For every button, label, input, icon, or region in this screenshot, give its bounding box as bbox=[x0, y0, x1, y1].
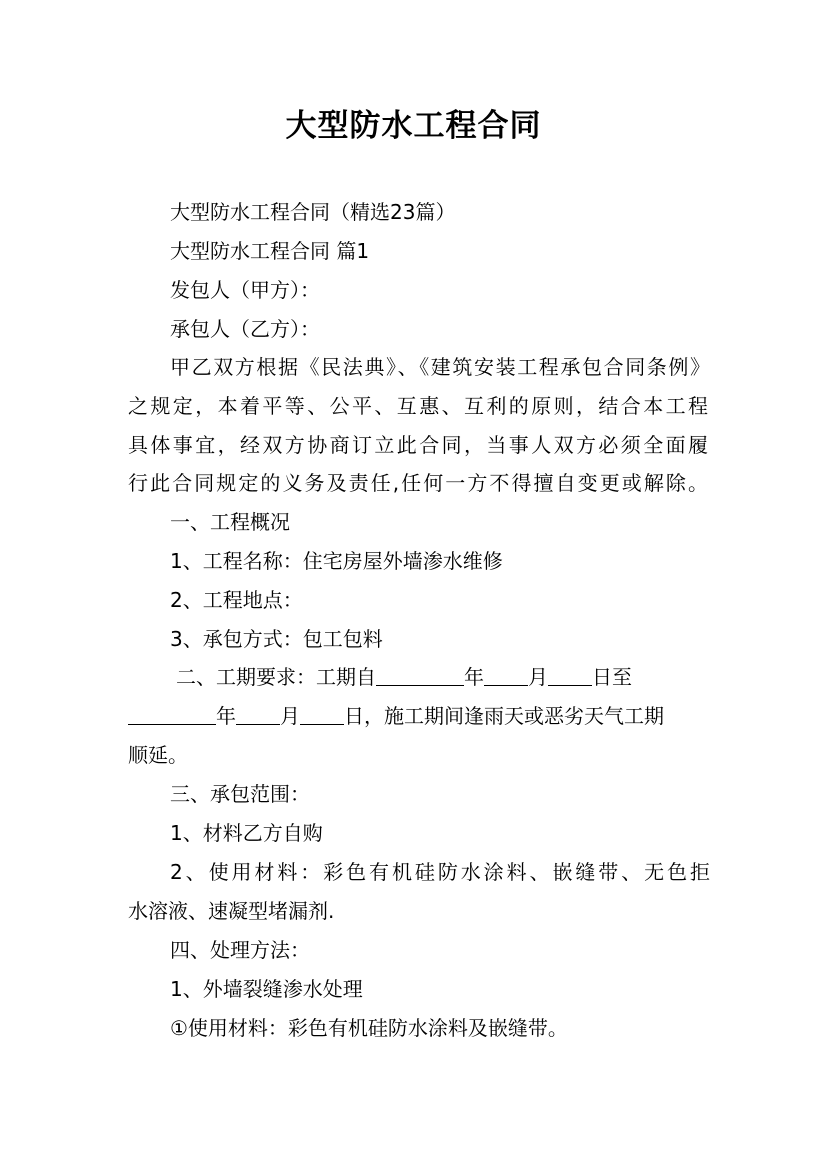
paragraph-line: 甲乙双方根据《民法典》、《建筑安装工程承包合同条例》 bbox=[170, 355, 710, 379]
period-line-2 bbox=[128, 704, 708, 728]
paragraph-line: 行此合同规定的义务及责任,任何一方不得擅自变更或解除。 bbox=[128, 471, 708, 495]
clause-item: 1、外墙裂缝渗水处理 bbox=[170, 977, 363, 1001]
clause-heading: 三、承包范围： bbox=[170, 782, 310, 806]
paragraph-line: 之规定，本着平等、公平、互惠、互利的原则，结合本工程 bbox=[128, 394, 708, 418]
clause-heading: 四、处理方法： bbox=[170, 938, 310, 962]
period-label: 二、工期要求：工期自 bbox=[176, 665, 376, 689]
paragraph-line: 水溶液、速凝型堵漏剂. bbox=[128, 899, 335, 923]
party-b-line: 承包人（乙方）： bbox=[170, 317, 320, 341]
clause-item: ①使用材料：彩色有机硅防水涂料及嵌缝带。 bbox=[170, 1016, 568, 1040]
clause-item: 1、工程名称：住宅房屋外墙渗水维修 bbox=[170, 549, 503, 573]
clause-heading: 一、工程概况 bbox=[170, 510, 290, 534]
month-char: 月 bbox=[528, 665, 548, 689]
document-title: 大型防水工程合同 bbox=[285, 108, 542, 144]
clause-item: 2、使用材料：彩色有机硅防水涂料、嵌缝带、无色拒 bbox=[170, 860, 710, 884]
fill-blank bbox=[236, 706, 280, 725]
period-rest: 日，施工期间逢雨天或恶劣天气工期 bbox=[344, 704, 664, 728]
clause-item: 3、承包方式：包工包料 bbox=[170, 627, 383, 651]
fill-blank bbox=[300, 706, 344, 725]
paragraph-line: 具体事宜，经双方协商订立此合同，当事人双方必须全面履 bbox=[128, 433, 708, 457]
day-to-text: 日至 bbox=[592, 665, 632, 689]
fill-blank bbox=[128, 706, 216, 725]
period-line-1 bbox=[176, 665, 708, 689]
fill-blank bbox=[376, 667, 464, 686]
subtitle-line: 大型防水工程合同（精选23篇） bbox=[170, 200, 456, 224]
clause-item: 2、工程地点： bbox=[170, 588, 303, 612]
year-char: 年 bbox=[464, 665, 484, 689]
fill-blank bbox=[548, 667, 592, 686]
clause-item: 1、材料乙方自购 bbox=[170, 821, 323, 845]
month-char: 月 bbox=[280, 704, 300, 728]
paragraph-line: 顺延。 bbox=[128, 743, 188, 767]
year-char: 年 bbox=[216, 704, 236, 728]
party-a-line: 发包人（甲方）： bbox=[170, 278, 320, 302]
section-heading: 大型防水工程合同 篇1 bbox=[170, 239, 370, 263]
fill-blank bbox=[484, 667, 528, 686]
